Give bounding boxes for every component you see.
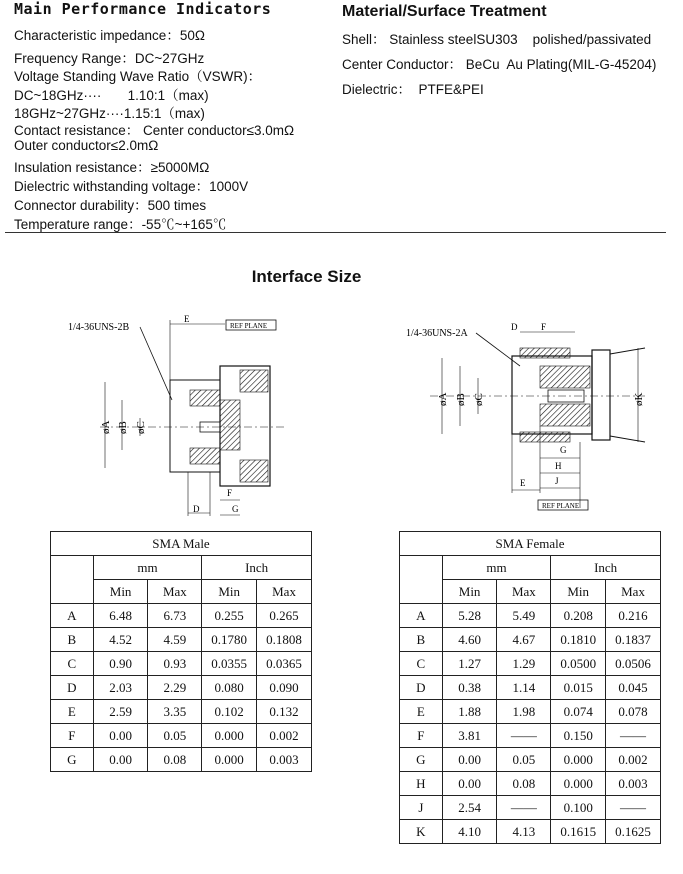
table-row: E 2.59 3.35 0.102 0.132 [51,700,312,724]
spec-line: 18GHz~27GHz····1.15:1（max) [14,106,205,121]
table-row: J 2.54 —— 0.100 —— [400,796,661,820]
col-header: Max [148,580,202,604]
female-label-J: J [555,476,559,486]
performance-heading: Main Performance Indicators [14,0,272,18]
col-header: Max [606,580,661,604]
table-row: B 4.60 4.67 0.1810 0.1837 [400,628,661,652]
male-label-C: øC [135,421,147,434]
female-label-A: øA [437,392,449,406]
female-label-H: H [555,461,562,471]
female-label-D: D [511,322,518,332]
sma-female-drawing [400,318,660,518]
female-label-E: E [520,478,526,488]
male-label-F: F [227,488,233,498]
female-label-G: G [560,445,567,455]
sma-male-table [50,531,312,772]
spec-line: Voltage Standing Wave Ratio（VSWR)： [14,69,262,84]
spec-line: Characteristic impedance：50Ω [14,28,205,43]
spec-line: Outer conductor≤2.0mΩ [14,138,159,153]
female-unit-mm: mm [442,556,551,580]
spec-line: Frequency Range：DC~27GHz [14,51,205,66]
female-label-F: F [541,322,547,332]
male-label-B: øB [117,421,129,434]
male-label-D: D [193,504,200,514]
table-row: B 4.52 4.59 0.1780 0.1808 [51,628,312,652]
spec-line: Temperature range：-55℃~+165℃ [14,217,227,232]
spec-line: Contact resistance： Center conductor≤3.0mΩ [14,123,295,138]
sma-female-table [399,531,661,844]
female-label-K: øK [633,392,645,406]
male-label-A: øA [100,420,112,434]
material-line: Dielectric： PTFE&PEI [342,82,484,97]
male-ref-plane-label: REF PLANE [230,322,268,330]
col-header: Min [202,580,257,604]
material-heading: Material/Surface Treatment [342,3,547,20]
table-row: G 0.00 0.08 0.000 0.003 [51,748,312,772]
table-row: H 0.00 0.08 0.000 0.003 [400,772,661,796]
female-unit-inch: Inch [551,556,661,580]
col-header: Min [442,580,497,604]
male-label-G: G [232,504,239,514]
table-row: D 0.38 1.14 0.015 0.045 [400,676,661,700]
table-row: G 0.00 0.05 0.000 0.002 [400,748,661,772]
female-label-B: øB [455,393,467,406]
female-label-C: øC [473,393,485,406]
male-unit-mm: mm [93,556,202,580]
col-header: Min [551,580,606,604]
spec-line: Insulation resistance：≥5000MΩ [14,160,210,175]
sma-male-drawing [60,310,300,520]
material-line: Shell： Stainless steelSU303 polished/passivated [342,32,652,47]
male-unit-inch: Inch [202,556,312,580]
table-row: C 0.90 0.93 0.0355 0.0365 [51,652,312,676]
male-table-title: SMA Male [51,532,312,556]
table-row: C 1.27 1.29 0.0500 0.0506 [400,652,661,676]
spec-line: Dielectric withstanding voltage：1000V [14,179,249,194]
material-line: Center Conductor： BeCu Au Plating(MIL-G-45204) [342,57,657,72]
col-header: Max [257,580,312,604]
col-header: Min [93,580,148,604]
table-row: F 3.81 —— 0.150 —— [400,724,661,748]
male-label-E: E [184,314,190,324]
table-row: K 4.10 4.13 0.1615 0.1625 [400,820,661,844]
female-ref-plane-label: REF PLANE [542,502,580,510]
spec-line: Connector durability：500 times [14,198,207,213]
female-thread-label: 1/4-36UNS-2A [406,328,468,339]
interface-size-title: Interface Size [251,267,362,286]
table-row: A 5.28 5.49 0.208 0.216 [400,604,661,628]
spec-line: DC~18GHz···· 1.10:1（max) [14,88,209,103]
table-row: F 0.00 0.05 0.000 0.002 [51,724,312,748]
col-header: Max [497,580,551,604]
section-divider [5,232,666,233]
table-row: A 6.48 6.73 0.255 0.265 [51,604,312,628]
table-row: E 1.88 1.98 0.074 0.078 [400,700,661,724]
female-table-title: SMA Female [400,532,661,556]
table-row: D 2.03 2.29 0.080 0.090 [51,676,312,700]
male-thread-label: 1/4-36UNS-2B [68,322,130,333]
